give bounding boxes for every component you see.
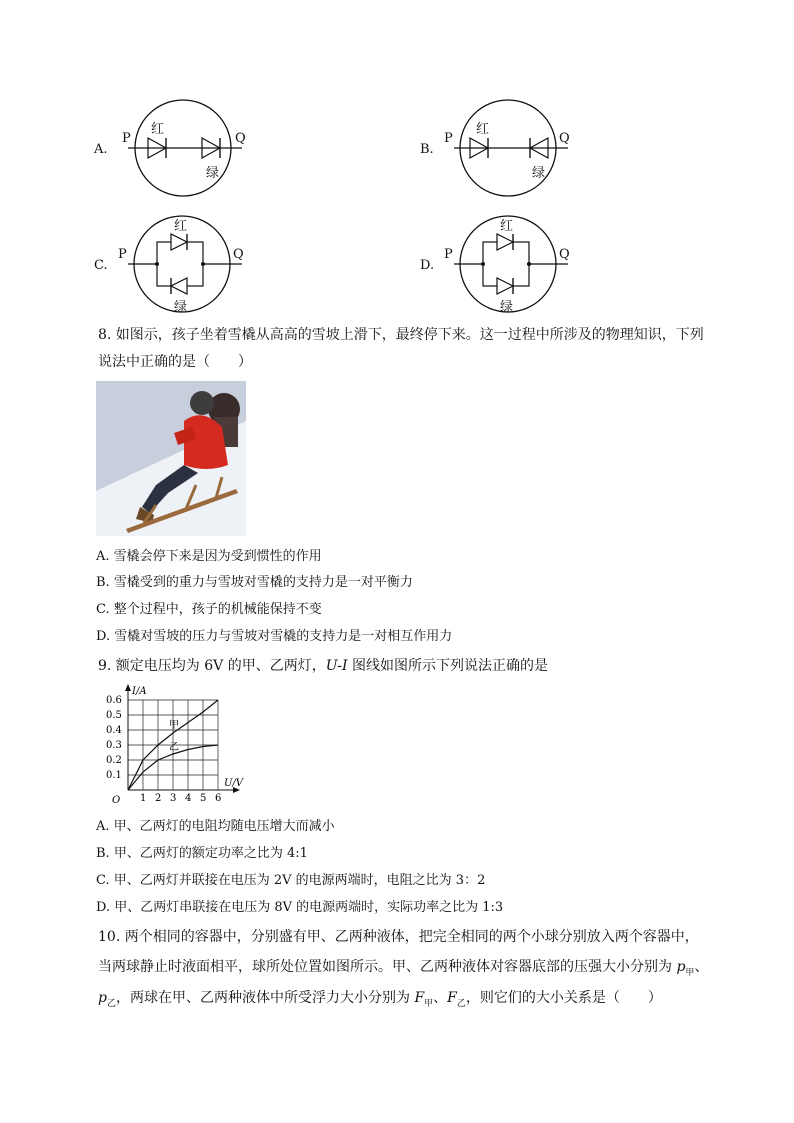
q8-stem-line1: 8. 如图示，孩子坐着雪橇从高高的雪坡上滑下，最终停下来。这一过程中所涉及的物理知识，下列 [98,327,704,343]
pressure-symbol: p [98,990,107,1006]
terminal-p: P [444,131,453,146]
separator: 、 [694,959,709,975]
force-sub-b: 乙 [456,998,466,1009]
terminal-q: Q [235,131,246,146]
y-tick-label: 0.2 [106,755,122,766]
terminal-p: P [118,247,127,262]
option-letter: D. [420,258,435,273]
chart-y-axis-label: I/A [132,686,147,697]
circuit-option-d [420,214,590,318]
q9-option-b: B. 甲、乙两灯的额定功率之比为 4:1 [96,846,308,861]
q9-stem-post: 图线如图所示下列说法正确的是 [347,658,549,674]
q8-option-b: B. 雪橇受到的重力与雪坡对雪橇的支持力是一对平衡力 [96,575,413,590]
q10-line3-mid: ，两球在甲、乙两种液体中所受浮力大小分别为 [115,990,415,1006]
q9-option-c: C. 甲、乙两灯并联接在电压为 2V 的电源两端时，电阻之比为 3：2 [96,873,486,888]
x-tick-label: 6 [215,793,222,804]
q9-stem [98,656,548,676]
q8-option-a: A. 雪橇会停下来是因为受到惯性的作用 [96,549,322,564]
q9-option-d: D. 甲、乙两灯串联接在电压为 8V 的电源两端时，实际功率之比为 1:3 [96,900,504,915]
force-sub-a: 甲 [424,998,434,1009]
force-symbol: F [447,990,457,1006]
option-letter: B. [420,142,434,157]
q9-stem-ui: U-I [325,658,348,674]
ui-chart [98,684,252,810]
q9-stem-pre: 9. 额定电压均为 6V 的甲、乙两灯， [98,658,326,674]
circuit-option-b [420,98,590,202]
q8-option-d: D. 雪橇对雪坡的压力与雪坡对雪橇的支持力是一对相互作用力 [96,629,453,644]
y-axis-arrow [125,684,131,691]
circuit-b-diagram [420,98,590,202]
chart-x-axis-label: U/V [224,778,244,789]
red-label: 红 [476,122,490,137]
q10-line1: 10. 两个相同的容器中，分别盛有甲、乙两种液体，把完全相同的两个小球分别放入两个容器中， [98,929,699,945]
q10-line3 [98,988,662,1014]
x-tick-label: 2 [155,793,162,804]
red-label: 红 [174,219,188,234]
pressure-sub-a: 甲 [685,967,695,978]
x-tick-label: 5 [200,793,207,804]
x-tick-label: 3 [170,793,177,804]
force-symbol: F [414,990,425,1006]
terminal-p: P [122,131,131,146]
y-tick-label: 0.4 [106,725,122,736]
y-tick-label: 0.5 [106,710,122,721]
terminal-q: Q [559,247,570,262]
circuit-a-diagram [94,98,264,202]
q10-line2-text: 当两球静止时液面相平，球所处位置如图所示。甲、乙两种液体对容器底部的压强大小分别为 [98,959,677,975]
y-tick-label: 0.6 [106,695,122,706]
q8-stem-line2: 说法中正确的是（ ） [98,354,252,370]
option-letter: A. [94,142,108,157]
option-letter: C. [94,258,108,273]
circuit-option-a [94,98,264,202]
series-label: 乙 [169,742,179,753]
q10-line3-post: ，则它们的大小关系是（ ） [465,990,662,1006]
red-label: 红 [500,219,514,234]
chart-origin-label: O [112,795,121,806]
terminal-q: Q [559,131,570,146]
q9-option-a: A. 甲、乙两灯的电阻均随电压增大而减小 [96,819,335,834]
red-label: 红 [151,122,165,137]
x-tick-label: 1 [140,793,147,804]
y-tick-label: 0.1 [106,770,122,781]
pressure-sub-b: 乙 [106,998,116,1009]
green-label: 绿 [532,166,546,181]
sled-photo [96,381,246,536]
green-label: 绿 [206,166,220,181]
green-label: 绿 [174,300,188,315]
x-tick-label: 4 [185,793,192,804]
q10-line2 [98,957,708,983]
terminal-q: Q [233,247,244,262]
y-tick-label: 0.3 [106,740,122,751]
green-label: 绿 [500,300,514,315]
separator: 、 [433,990,448,1006]
circuit-option-c [94,214,264,318]
terminal-p: P [444,247,453,262]
series-label: 甲 [169,720,179,731]
sled-illustration [96,381,246,536]
pressure-symbol: p [676,959,686,975]
q8-option-c: C. 整个过程中，孩子的机械能保持不变 [96,602,322,617]
